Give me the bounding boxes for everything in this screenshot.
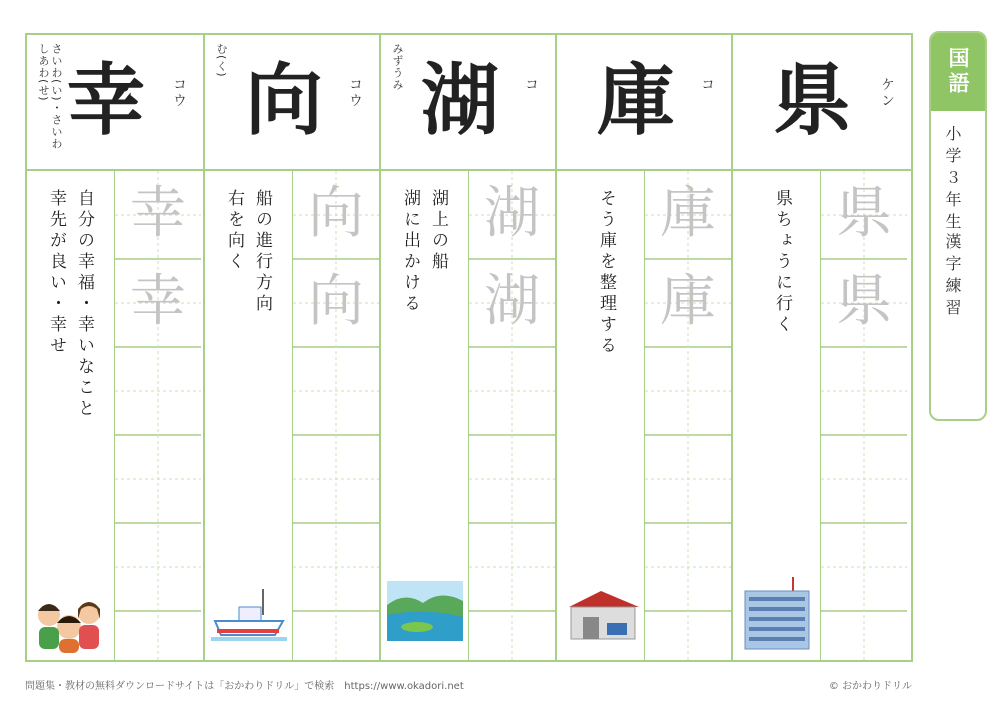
warehouse-illustration: [563, 587, 639, 643]
office-building-illustration: [739, 575, 815, 651]
trace-kanji: 庫: [660, 269, 716, 334]
on-reading: コウ: [347, 77, 363, 109]
trace-kanji: 幸: [130, 181, 186, 246]
practice-area: [293, 171, 379, 660]
kun-reading: む(く): [215, 43, 228, 78]
on-reading: コ: [523, 77, 539, 93]
kanji-character: 庫: [597, 55, 676, 146]
example-sentence: 湖上の船: [428, 189, 448, 273]
example-sentences: [205, 171, 293, 660]
kanji-column-sachi: [27, 35, 203, 660]
trace-kanji: 湖: [484, 181, 540, 246]
on-reading: コ: [699, 77, 715, 93]
kanji-column-muku: [203, 35, 379, 660]
trace-kanji: 湖: [484, 269, 540, 334]
kanji-column-mizuumi: [379, 35, 555, 660]
practice-area: [821, 171, 907, 660]
lake-illustration: [387, 581, 463, 641]
example-sentence: 右を向く: [224, 189, 244, 273]
trace-kanji: 庫: [660, 181, 716, 246]
worksheet: [25, 33, 913, 662]
kanji-column-ken: [731, 35, 911, 660]
on-reading: ケン: [879, 77, 895, 109]
example-sentences: [27, 171, 115, 660]
boat-illustration: [211, 585, 287, 645]
practice-area: [469, 171, 555, 660]
footer-site-info: 問題集・教材の無料ダウンロードサイトは「おかわりドリル」で検索 https://www.okadori.net: [25, 681, 464, 692]
happy-family-illustration: [31, 587, 109, 653]
subject-label: 国語: [931, 33, 985, 111]
kun-reading: みずうみ: [391, 43, 404, 91]
kanji-character: 湖: [421, 55, 500, 146]
kanji-header: [733, 35, 911, 171]
trace-kanji: 向: [308, 181, 364, 246]
example-sentence: 湖に出かける: [400, 189, 420, 315]
trace-kanji: 向: [308, 269, 364, 334]
kanji-character: 向: [245, 55, 324, 146]
kanji-header: [205, 35, 379, 171]
grade-label: 小学３年生: [943, 125, 962, 235]
trace-kanji: 幸: [130, 269, 186, 334]
kanji-character: 幸: [67, 55, 146, 146]
footer-copyright: © おかわりドリル: [828, 681, 912, 692]
kanji-header: [557, 35, 731, 171]
example-sentence: 船の進行方向: [252, 189, 272, 315]
kanji-column-ko: [555, 35, 731, 660]
kun-reading: さいわ(い)・さいわ しあわ(せ): [37, 43, 63, 150]
trace-kanji: 県: [836, 181, 892, 246]
practice-area: [115, 171, 201, 660]
example-sentences: [557, 171, 645, 660]
kanji-header: [381, 35, 555, 171]
example-sentences: [733, 171, 821, 660]
example-sentence: そう庫を整理する: [596, 189, 616, 357]
trace-kanji: 県: [836, 269, 892, 334]
example-sentences: [381, 171, 469, 660]
on-reading: コウ: [171, 77, 187, 109]
practice-area: [645, 171, 731, 660]
example-sentence: 幸先が良い・幸せ: [46, 189, 66, 357]
kanji-header: [27, 35, 203, 171]
example-sentence: 自分の幸福・幸いなこと: [74, 189, 94, 420]
kanji-character: 県: [773, 55, 852, 146]
example-sentence: 県ちょうに行く: [772, 189, 792, 336]
worksheet-title: 漢字練習: [943, 233, 962, 321]
worksheet-tab: [929, 31, 987, 421]
